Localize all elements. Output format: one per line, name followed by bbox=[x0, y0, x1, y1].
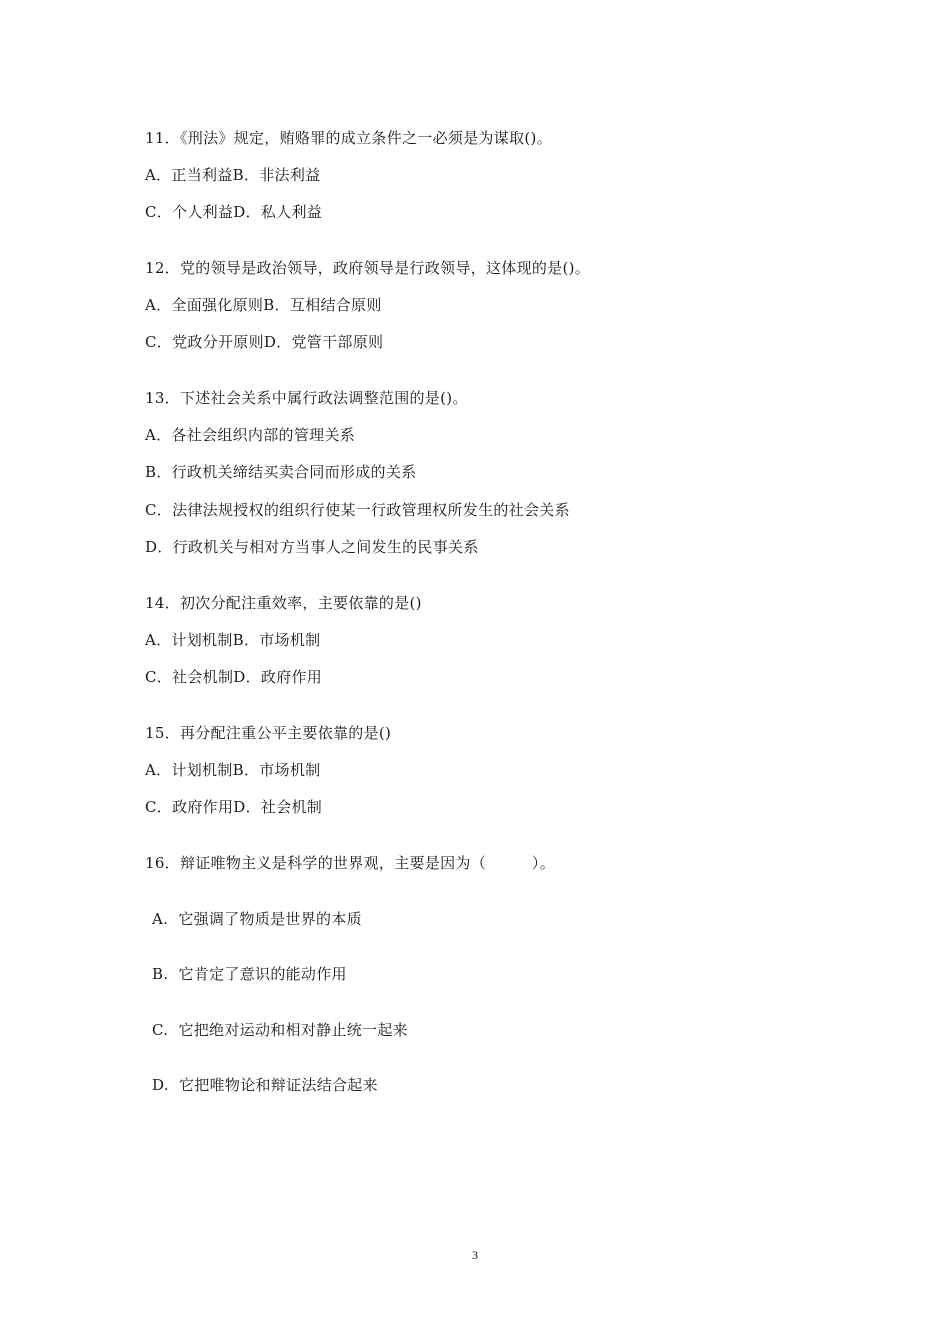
question-13-stem: 13．下述社会关系中属行政法调整范围的是()。 bbox=[145, 389, 468, 407]
question-13-option-c: C．法律法规授权的组织行使某一行政管理权所发生的社会关系 bbox=[145, 501, 570, 519]
question-12-option-cd: C．党政分开原则D．党管干部原则 bbox=[145, 333, 384, 351]
question-16-option-c: C. 它把绝对运动和相对静止统一起来 bbox=[152, 1021, 408, 1039]
question-15-option-ab: A．计划机制B．市场机制 bbox=[145, 761, 321, 779]
question-14-stem: 14．初次分配注重效率，主要依靠的是() bbox=[145, 594, 422, 612]
question-12-option-ab: A．全面强化原则B．互相结合原则 bbox=[145, 296, 382, 314]
question-16-option-a: A. 它强调了物质是世界的本质 bbox=[152, 910, 362, 928]
question-11-option-ab: A．正当利益B．非法利益 bbox=[145, 166, 321, 184]
question-15-option-cd: C．政府作用D．社会机制 bbox=[145, 798, 323, 816]
question-16-option-b: B. 它肯定了意识的能动作用 bbox=[152, 965, 347, 983]
question-14-option-ab: A．计划机制B．市场机制 bbox=[145, 631, 321, 649]
question-16-stem: 16．辩证唯物主义是科学的世界观，主要是因为（ ）。 bbox=[145, 854, 555, 872]
question-13-option-d: D．行政机关与相对方当事人之间发生的民事关系 bbox=[145, 538, 479, 556]
question-15-stem: 15．再分配注重公平主要依靠的是() bbox=[145, 724, 392, 742]
question-11-stem: 11．《刑法》规定，贿赂罪的成立条件之一必须是为谋取()。 bbox=[145, 129, 552, 147]
question-14-option-cd: C．社会机制D．政府作用 bbox=[145, 668, 323, 686]
question-13-option-b: B．行政机关缔结买卖合同而形成的关系 bbox=[145, 463, 417, 481]
page-number: 3 bbox=[472, 1248, 478, 1262]
question-13-option-a: A．各社会组织内部的管理关系 bbox=[145, 426, 356, 444]
question-12-stem: 12．党的领导是政治领导，政府领导是行政领导，这体现的是()。 bbox=[145, 259, 591, 277]
question-11-option-cd: C．个人利益D．私人利益 bbox=[145, 203, 323, 221]
question-16-option-d: D. 它把唯物论和辩证法结合起来 bbox=[152, 1076, 378, 1094]
